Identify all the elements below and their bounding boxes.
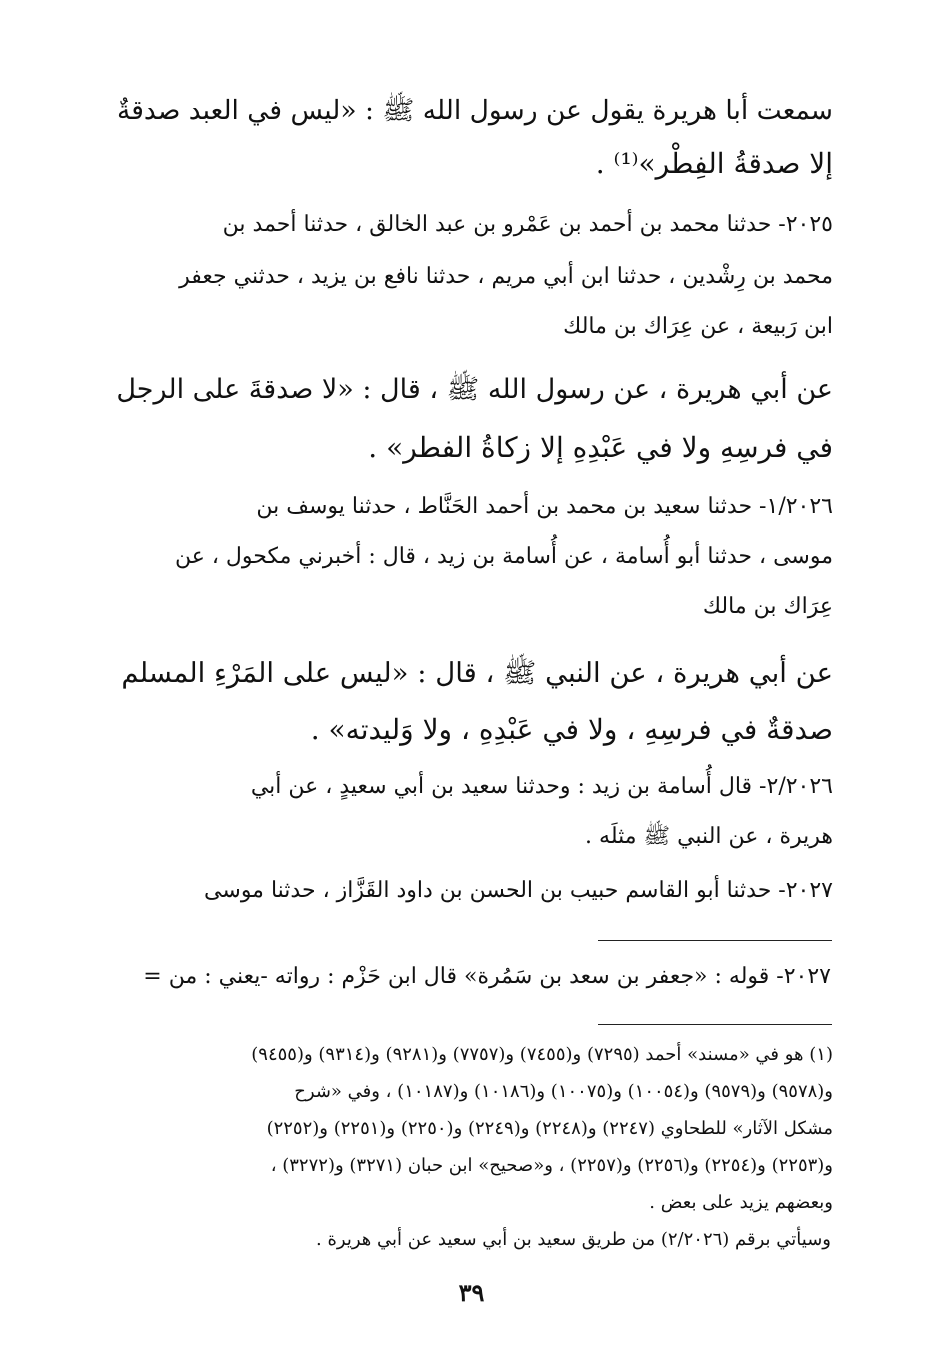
matn-2026-1-line-1: عن أبي هريرة ، عن النبي ﷺ ، قال : «ليس على المَرْءِ المسلم [121, 657, 833, 689]
footnote-1-line-5: وبعضهم يزيد على بعض . [649, 1192, 833, 1213]
isnad-2026-1-line-3: عِرَاك بن مالك [702, 594, 833, 619]
separator-rule-1 [598, 940, 832, 941]
footnote-1-line-2: و(٩٥٧٨) و(٩٥٧٩) و(١٠٠٥٤) و(١٠٠٧٥) و(١٠١٨٦) و(١٠١٨٧) ، وفي «شرح [294, 1081, 833, 1102]
hadith-2024-line-1: سمعت أبا هريرة يقول عن رسول الله ﷺ : «ليس في العبد صدقةٌ [117, 95, 833, 126]
isnad-2026-2-line-1: ٢/٢٠٢٦- قال أُسامة بن زيد : وحدثنا سعيد بن أبي سعيدٍ ، عن أبي [250, 774, 833, 799]
matn-2025-line-1: عن أبي هريرة ، عن رسول الله ﷺ ، قال : «لا صدقةَ على الرجل [116, 374, 833, 405]
matn-2026-1-line-2: صدقةٌ في فرسِهِ ، ولا في عَبْدِهِ ، ولا وَليدته» . [310, 713, 833, 746]
isnad-2025-line-1: ٢٠٢٥- حدثنا محمد بن أحمد بن عَمْرو بن عبد الخالق ، حدثنا أحمد بن [222, 212, 833, 237]
footnote-1-line-3: مشكل الآثار» للطحاوي (٢٢٤٧) و(٢٢٤٨) و(٢٢٤٩) و(٢٢٥٠) و(٢٢٥١) و(٢٢٥٢) [266, 1118, 833, 1139]
matn-2025-line-2: في فرسِهِ ولا في عَبْدِهِ إلا زكاةُ الفطر» . [368, 431, 833, 464]
isnad-2026-1-line-2: موسى ، حدثنا أبو أُسامة ، عن أُسامة بن زيد ، قال : أخبرني مكحول ، عن [174, 544, 833, 569]
page-number: ٣٩ [458, 1278, 485, 1307]
isnad-2025-line-2: محمد بن رِشْدين ، حدثنا ابن أبي مريم ، حدثنا نافع بن يزيد ، حدثني جعفر [179, 264, 833, 289]
hadith-2024-line-2: إلا صدقةُ الفِطْر»⁽¹⁾ . [595, 147, 833, 180]
commentary-line-1: ٢٠٢٧- قوله : «جعفر بن سعد بن سَمُرة» قال ابن حَزْم : رواته -يعني : من = [143, 964, 831, 989]
isnad-2025-line-3: ابن رَبيعة ، عن عِرَاك بن مالك [563, 314, 833, 339]
isnad-2026-2-line-2: هريرة ، عن النبي ﷺ مثلَه . [585, 824, 833, 849]
footnote-1-line-1: (١) هو في «مسند» أحمد (٧٢٩٥) و(٧٤٥٥) و(٧٧٥٧) و(٩٢٨١) و(٩٣١٤) و(٩٤٥٥) [251, 1044, 833, 1065]
isnad-2026-1-line-1: ١/٢٠٢٦- حدثنا سعيد بن محمد بن أحمد الحَنَّاط ، حدثنا يوسف بن [256, 494, 833, 519]
footnote-1-line-4: و(٢٢٥٣) و(٢٢٥٤) و(٢٢٥٦) و(٢٢٥٧) ، و«صحيح» ابن حبان (٣٢٧١) و(٣٢٧٢) ، [270, 1155, 833, 1176]
isnad-2027-line-1: ٢٠٢٧- حدثنا أبو القاسم حبيب بن الحسن بن داود القَزَّاز ، حدثنا موسى [204, 878, 833, 903]
footnote-1-line-6: وسيأتي برقم (٢/٢٠٢٦) من طريق سعيد بن أبي سعيد عن أبي هريرة . [316, 1229, 831, 1250]
separator-rule-2 [598, 1024, 832, 1025]
